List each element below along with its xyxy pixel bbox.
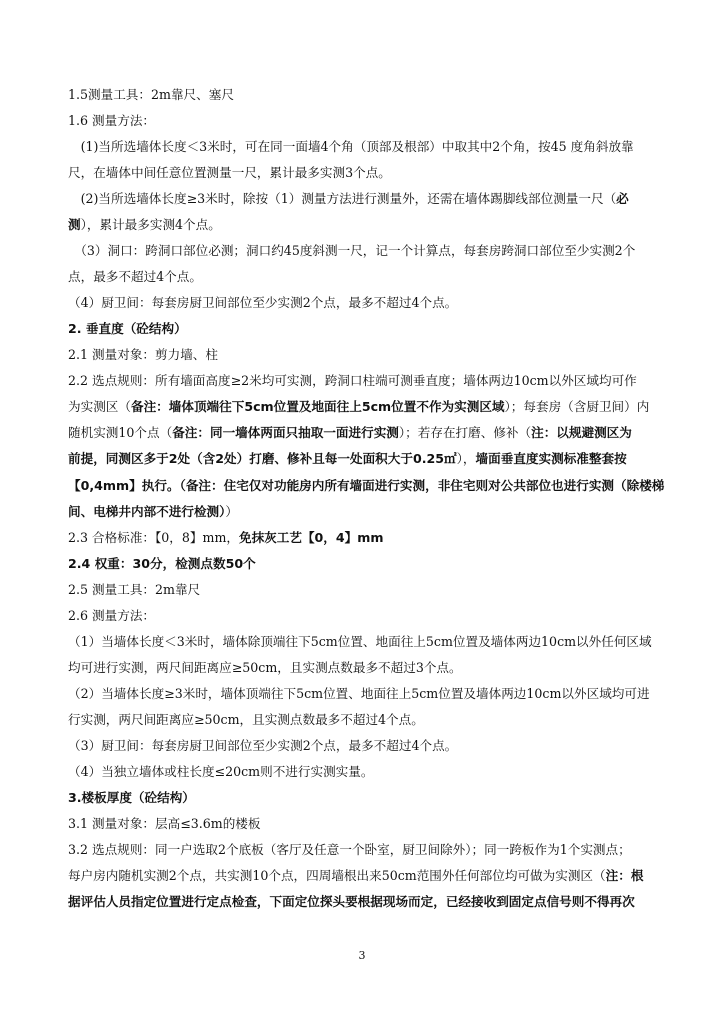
text-run: （1）当墙体长度＜3米时，墙体除顶端往下5cm位置、地面往上5cm位置及墙体两边10cm以外任何区域 <box>68 633 652 649</box>
text-line <box>68 295 668 311</box>
text-line <box>68 894 668 910</box>
text-line <box>68 139 668 155</box>
bold-text: 前提，同测区多于2处（含2处）打磨、修补且每一处面积大于0.25㎡ <box>68 451 457 467</box>
bold-text: 间、电梯井内部不进行检测） <box>68 503 226 519</box>
text-line <box>68 634 668 650</box>
text-line <box>68 582 668 598</box>
text-line <box>68 738 668 754</box>
text-line <box>68 425 668 441</box>
text-run: （4）当独立墙体或柱长度≤20cm则不进行实测实量。 <box>68 763 374 779</box>
text-line <box>68 165 668 181</box>
section-heading <box>68 790 668 806</box>
text-line <box>68 816 668 832</box>
bold-text: 备注：墙体顶端往下5cm位置及地面往上5cm位置不作为实测区域 <box>130 399 505 415</box>
text-run: 每户房内随机实测2个点，共实测10个点，四周墙根出来50cm范围外任何部位均可做为实测区（ <box>68 867 606 883</box>
text-line <box>68 868 668 884</box>
bold-text: 2. 垂直度（砼结构） <box>68 321 187 337</box>
text-line <box>68 217 668 233</box>
text-run: 随机实测10个点（ <box>68 425 173 441</box>
text-run: （2）当墙体长度≥3米时，墙体顶端往下5cm位置、地面往上5cm位置及墙体两边10cm以外区域均可进 <box>68 685 650 701</box>
page-number: 3 <box>358 949 366 962</box>
text-run: ） <box>225 503 239 519</box>
text-line <box>68 556 668 572</box>
text-run: 3.1 测量对象：层高≤3.6m的楼板 <box>68 815 261 831</box>
text-run: 2.1 测量对象：剪力墙、柱 <box>68 347 218 363</box>
text-run: 尺，在墙体中间任意位置测量一尺，累计最多实测3个点。 <box>68 165 391 181</box>
text-line <box>68 530 668 546</box>
bold-text: 测 <box>68 217 81 233</box>
text-line <box>68 191 668 207</box>
text-line <box>68 764 668 780</box>
bold-text: 免抹灰工艺【0，4】mm <box>238 529 384 545</box>
text-run: 均可进行实测，两尺间距离应≥50cm，且实测点数最多不超过3个点。 <box>68 659 462 675</box>
text-line <box>68 686 668 702</box>
bold-text: 【0,4mm】执行。（备注：住宅仅对功能房内所有墙面进行实测，非住宅则对公共部位也进行实测（除楼梯 <box>68 477 665 493</box>
text-run: 1.6 测量方法： <box>68 113 156 128</box>
bold-text: 必 <box>616 191 629 207</box>
bold-text: 备注：同一墙体两面只抽取一面进行实测 <box>172 425 399 441</box>
text-run: 2.3 合格标准：【0，8】mm， <box>68 529 239 545</box>
text-run: ）， <box>456 451 476 467</box>
text-line <box>68 87 668 103</box>
text-run: ）；若存在打磨、修补（ <box>398 425 532 441</box>
bold-text: 注：以规避测区为 <box>531 425 632 441</box>
text-line <box>68 712 668 728</box>
text-run: 3.2 选点规则：同一户选取2个底板（客厅及任意一个卧室，厨卫间除外）；同一跨板作为1个实测点； <box>68 841 631 857</box>
bold-text: 据评估人员指定位置进行定点检查，下面定位探头要根据现场而定，已经接收到固定点信号则不得再次 <box>68 893 635 909</box>
bold-text: 注：根 <box>605 867 644 883</box>
text-line <box>68 842 668 858</box>
text-run: 1.5测量工具：2m靠尺、塞尺 <box>68 87 234 102</box>
text-run: (1)当所选墙体长度＜3米时，可在同一面墙4个角（顶部及根部）中取其中2个角，按45 度角斜放靠 <box>68 139 634 155</box>
text-run: 2.2 选点规则：所有墙面高度≥2米均可实测，跨洞口柱端可测垂直度；墙体两边10cm以外区域均可作 <box>68 373 637 389</box>
text-line <box>68 347 668 363</box>
text-line <box>68 451 668 467</box>
bold-text: 3.楼板厚度（砼结构） <box>68 789 195 805</box>
text-line <box>68 113 668 129</box>
text-line <box>68 373 668 389</box>
text-run: （3）厨卫间：每套房厨卫间部位至少实测2个点，最多不超过4个点。 <box>68 737 458 753</box>
text-run: （4）厨卫间：每套房厨卫间部位至少实测2个点，最多不超过4个点。 <box>68 295 458 311</box>
text-line <box>68 478 668 494</box>
text-line <box>68 243 668 259</box>
text-run: （3）洞口：跨洞口部位必测；洞口约45度斜测一尺，记一个计算点，每套房跨洞口部位至少实测2个 <box>68 243 636 259</box>
text-run: ）；每套房（含厨卫间）内 <box>504 399 650 415</box>
text-run: (2)当所选墙体长度≥3米时，除按（1）测量方法进行测量外，还需在墙体踢脚线部位测量一尺（ <box>68 191 617 207</box>
text-line <box>68 269 668 285</box>
bold-text: 2.4 权重：30分，检测点数50个 <box>68 555 256 571</box>
text-run: 2.6 测量方法： <box>68 607 156 623</box>
text-line <box>68 608 668 624</box>
text-run: 行实测，两尺间距离应≥50cm，且实测点数最多不超过4个点。 <box>68 711 424 727</box>
text-line <box>68 504 668 520</box>
text-run: ），累计最多实测4个点。 <box>80 217 221 233</box>
text-run: 为实测区（ <box>68 399 131 415</box>
text-line <box>68 660 668 676</box>
text-line <box>68 399 668 415</box>
text-run: 2.5 测量工具：2m靠尺 <box>68 581 201 597</box>
section-heading <box>68 321 668 337</box>
bold-text: 墙面垂直度实测标准整套按 <box>475 451 627 467</box>
text-run: 点，最多不超过4个点。 <box>68 269 202 285</box>
